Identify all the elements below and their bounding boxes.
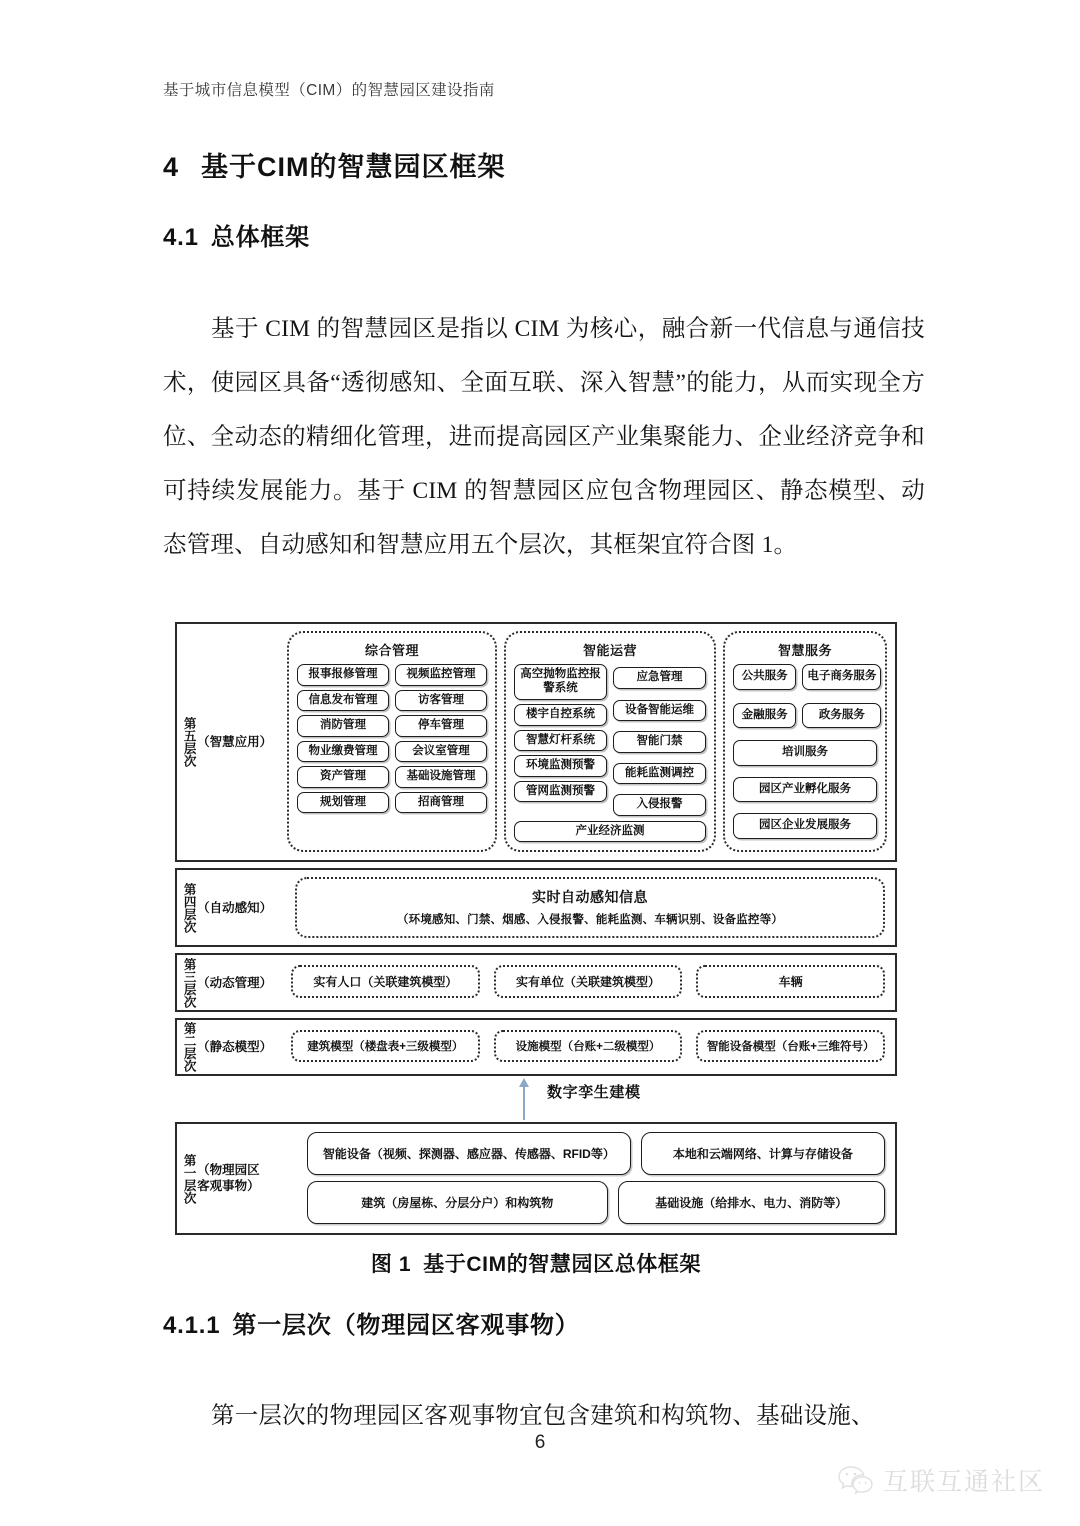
chip-item[interactable]: 视频监控管理 — [395, 664, 487, 686]
layer-2-label — [177, 1020, 285, 1074]
layer-4-ordinal: 第四层次 — [182, 882, 197, 933]
physical-item[interactable]: 智能设备（视频、探测器、感应器、传感器、RFID等） — [307, 1132, 631, 1175]
chip-item[interactable]: 招商管理 — [395, 792, 487, 814]
layer-3-ordinal: 第三层次 — [182, 957, 197, 1008]
layer-2-content — [285, 1020, 895, 1074]
section-number: 4 — [163, 152, 180, 182]
layer-4-name: （自动感知） — [197, 900, 273, 915]
layer-4-auto-sensing — [175, 868, 897, 947]
chip-item[interactable]: 报事报修管理 — [297, 664, 389, 686]
chip-item[interactable]: 金融服务 — [733, 703, 796, 729]
group-intelligent-operation — [504, 631, 716, 852]
chip-item[interactable]: 入侵报警 — [613, 794, 706, 816]
subsubsection-title: 第一层次（物理园区客观事物） — [232, 1312, 580, 1339]
group-column-right — [395, 664, 487, 813]
layer-4-content — [285, 870, 895, 945]
chip-item[interactable]: 会议室管理 — [395, 741, 487, 763]
group-columns — [733, 664, 877, 728]
dotted-item[interactable]: 实有人口（关联建筑模型） — [291, 965, 480, 998]
digital-twin-label: 数字孪生建模 — [547, 1084, 641, 1102]
physical-item[interactable]: 基础设施（给排水、电力、消防等） — [618, 1181, 885, 1224]
layer1-paragraph: 第一层次的物理园区客观事物宜包含建筑和构筑物、基础设施、 — [211, 1402, 875, 1429]
group-column-right — [613, 664, 706, 816]
chip-item-fullwidth[interactable]: 园区企业发展服务 — [733, 813, 877, 839]
figure-caption-text: 基于CIM的智慧园区总体框架 — [423, 1253, 702, 1276]
layer-2-ordinal: 第二层次 — [182, 1022, 197, 1073]
framework-figure — [175, 622, 897, 1235]
section-title: 基于CIM的智慧园区框架 — [201, 152, 506, 182]
section-heading-4-1-1 — [163, 1305, 580, 1340]
figure-caption — [175, 1248, 897, 1278]
section-heading-4 — [163, 145, 506, 184]
group-columns — [297, 664, 487, 813]
layer-1-name-line2: 客观事物） — [197, 1178, 260, 1193]
layer-1-ordinal: 第一层次 — [182, 1153, 197, 1204]
chip-item[interactable]: 物业缴费管理 — [297, 741, 389, 763]
layer-1-content — [305, 1124, 895, 1233]
group-smart-service — [723, 631, 887, 852]
physical-item[interactable]: 本地和云端网络、计算与存储设备 — [641, 1132, 885, 1175]
layer-2-name: （静态模型） — [197, 1040, 273, 1055]
chip-item[interactable]: 能耗监测调控 — [613, 763, 706, 785]
chip-item[interactable]: 基础设施管理 — [395, 766, 487, 788]
subsection-title: 总体框架 — [210, 224, 310, 251]
layer-3-label — [177, 955, 285, 1010]
chip-item-fullwidth[interactable]: 产业经济监测 — [514, 821, 706, 843]
dotted-item[interactable]: 实有单位（关联建筑模型） — [494, 965, 683, 998]
layer-1-name-line1: （物理园区 — [197, 1163, 260, 1178]
layer-3-content — [285, 955, 895, 1010]
chip-item[interactable]: 设备智能运维 — [613, 700, 706, 722]
chip-item[interactable]: 消防管理 — [297, 715, 389, 737]
section-heading-4-1 — [163, 217, 310, 252]
layer-1-label — [177, 1124, 305, 1233]
physical-row-bottom — [307, 1181, 885, 1224]
layer-4-label — [177, 870, 285, 945]
chip-item[interactable]: 访客管理 — [395, 690, 487, 712]
group-columns — [514, 664, 706, 816]
chip-item[interactable]: 管网监测预警 — [514, 781, 607, 803]
chip-item[interactable]: 资产管理 — [297, 766, 389, 788]
chip-item[interactable]: 智能门禁 — [613, 731, 706, 753]
chip-item[interactable]: 政务服务 — [802, 703, 881, 729]
dotted-item[interactable]: 智能设备模型（台账+三维符号） — [696, 1030, 885, 1062]
up-arrow-icon — [517, 1078, 531, 1120]
chip-item[interactable]: 智慧灯杆系统 — [514, 730, 607, 752]
dotted-item[interactable]: 车辆 — [696, 965, 885, 998]
sensing-subtitle: （环境感知、门禁、烟感、入侵报警、能耗监测、车辆识别、设备监控等） — [396, 914, 784, 927]
layer-5-label — [177, 624, 285, 860]
physical-row-top — [307, 1132, 885, 1175]
subsection-number: 4.1 — [163, 224, 199, 251]
wechat-icon — [838, 1464, 874, 1496]
chip-item[interactable]: 高空抛物监控报警系统 — [514, 664, 607, 700]
layer-1-name — [197, 1163, 260, 1194]
watermark-text: 互联互通社区 — [883, 1468, 1046, 1496]
group-title: 综合管理 — [364, 643, 419, 658]
layer-5-ordinal: 第五层次 — [182, 717, 197, 768]
layer-1-physical-park — [175, 1122, 897, 1235]
group-column-right — [802, 664, 881, 728]
layer-5-name: （智慧应用） — [197, 735, 273, 749]
chip-item[interactable]: 应急管理 — [613, 667, 706, 689]
group-title: 智能运营 — [582, 643, 637, 658]
group-column-left — [514, 664, 607, 816]
chip-item-fullwidth[interactable]: 园区产业孵化服务 — [733, 777, 877, 803]
chip-item[interactable]: 停车管理 — [395, 715, 487, 737]
chip-item[interactable]: 楼宇自控系统 — [514, 704, 607, 726]
digital-twin-link — [175, 1078, 897, 1122]
group-column-left — [297, 664, 389, 813]
realtime-sensing-box[interactable] — [295, 877, 885, 938]
layer-5-content — [285, 624, 895, 860]
chip-item[interactable]: 公共服务 — [733, 664, 796, 690]
group-column-left — [733, 664, 796, 728]
layer-5-smart-application — [175, 622, 897, 862]
chip-item[interactable]: 电子商务服务 — [802, 664, 881, 690]
chip-item[interactable]: 信息发布管理 — [297, 690, 389, 712]
chip-item[interactable]: 环境监测预警 — [514, 755, 607, 777]
page-number: 6 — [534, 1432, 546, 1453]
group-title: 智慧服务 — [777, 643, 832, 658]
physical-item[interactable]: 建筑（房屋栋、分层分户）和构筑物 — [307, 1181, 608, 1224]
intro-paragraph: 基于 CIM 的智慧园区是指以 CIM 为核心，融合新一代信息与通信技术，使园区具备“透彻感知、全面互联、深入智慧”的能力，从而实现全方位、全动态的精细化管理，进而提高园区产业集聚能力、企业经济竞争和可持续发展能力。基于 CIM 的智慧园区应包含物理园区、静态模型、动态管理、自动感知和智慧应用五个层次，其框架宜符合图 1。 — [163, 315, 925, 558]
layer-2-static-model — [175, 1018, 897, 1076]
layer-3-dynamic-management — [175, 953, 897, 1012]
dotted-item[interactable]: 建筑模型（楼盘表+三级模型） — [291, 1030, 480, 1062]
watermark — [838, 1462, 1045, 1498]
dotted-item[interactable]: 设施模型（台账+二级模型） — [494, 1030, 683, 1062]
chip-item[interactable]: 规划管理 — [297, 792, 389, 814]
chip-item-fullwidth[interactable]: 培训服务 — [733, 740, 877, 766]
subsubsection-number: 4.1.1 — [163, 1312, 221, 1339]
sensing-title: 实时自动感知信息 — [532, 889, 648, 906]
group-comprehensive-management — [287, 631, 497, 852]
layer-3-name: （动态管理） — [197, 975, 273, 990]
running-header: 基于城市信息模型（CIM）的智慧园区建设指南 — [163, 82, 495, 99]
figure-number: 图 1 — [370, 1253, 412, 1276]
